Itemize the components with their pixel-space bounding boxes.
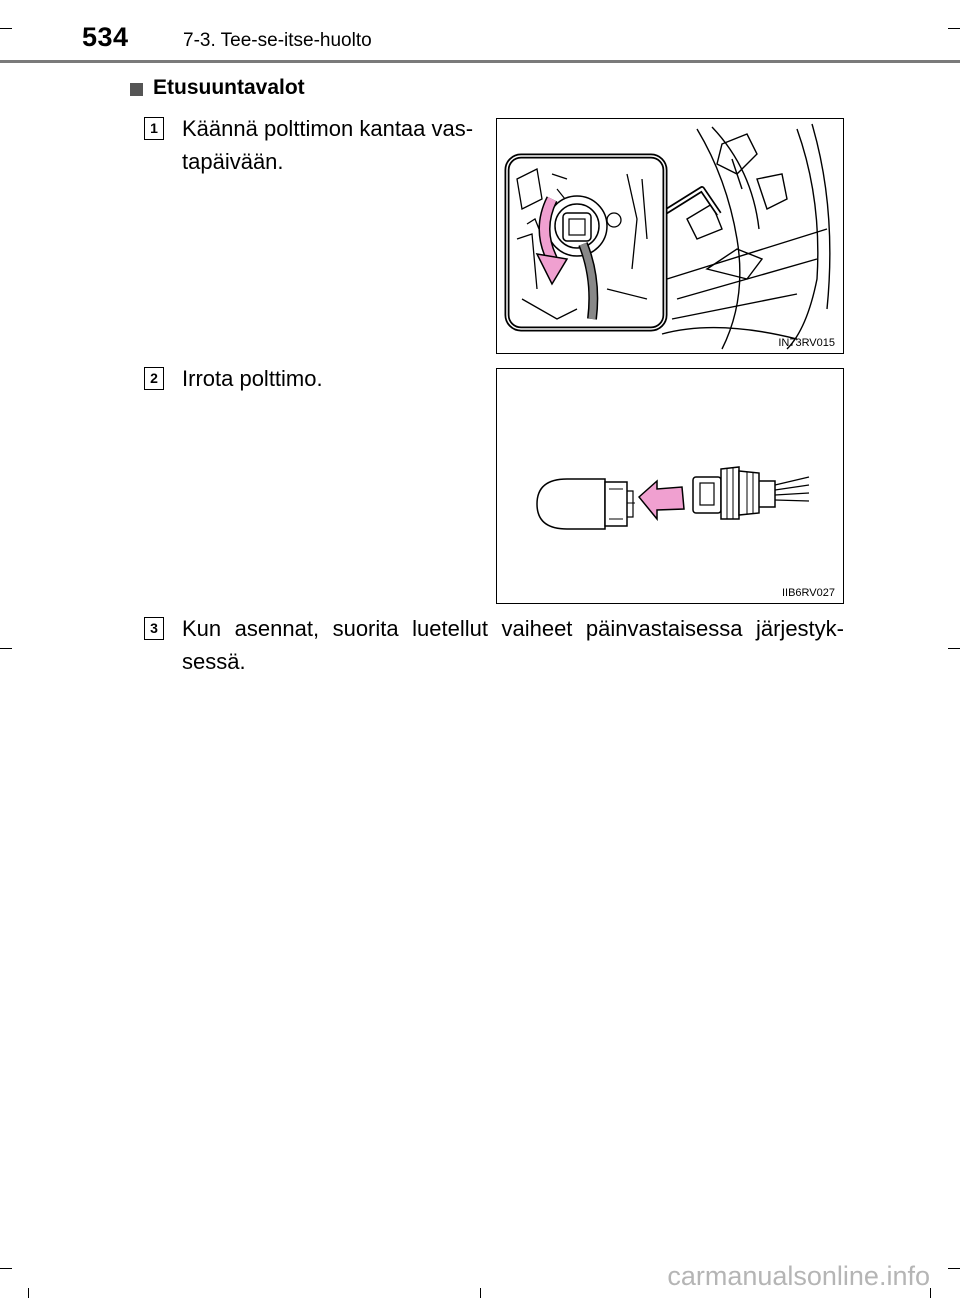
step-number-3: 3 [144, 617, 164, 640]
bulb-removal-illustration [497, 369, 842, 602]
section-heading [130, 76, 305, 100]
crop-mark [948, 28, 960, 29]
crop-mark [0, 648, 12, 649]
step-text-2: Irrota polttimo. [182, 366, 323, 391]
step-text-3-content: Kun asennat, suorita luetellut vaiheet päinvastaisessa järjestyk-sessä. [182, 616, 844, 674]
crop-mark [948, 648, 960, 649]
crop-mark [480, 1288, 481, 1298]
page-number: 534 [82, 22, 129, 52]
step-number-2: 2 [144, 367, 164, 390]
step-text-1-content: Käännä polttimon kantaa vas-tapäivään. [182, 116, 474, 174]
crop-mark [28, 1288, 29, 1298]
watermark-text: carmanualsonline.info [667, 1261, 930, 1291]
figure-bulb-removal [496, 368, 844, 604]
square-bullet-icon [130, 83, 143, 96]
figure-code: IIB6RV027 [781, 587, 835, 599]
crop-mark [948, 1268, 960, 1269]
section-path: 7-3. Tee-se-itse-huolto [183, 30, 372, 51]
header-rule [0, 60, 960, 63]
figure-code: IN73RV015 [778, 337, 835, 349]
section-heading-text: Etusuuntavalot [153, 76, 305, 99]
step-text-3 [182, 612, 844, 678]
figure-bulb-socket-rotate [496, 118, 844, 354]
crop-mark [930, 1288, 931, 1298]
step-number-1: 1 [144, 117, 164, 140]
crop-mark [0, 28, 12, 29]
crop-mark [0, 1268, 12, 1269]
socket-rotate-illustration [497, 119, 842, 352]
step-text-1 [182, 112, 482, 178]
